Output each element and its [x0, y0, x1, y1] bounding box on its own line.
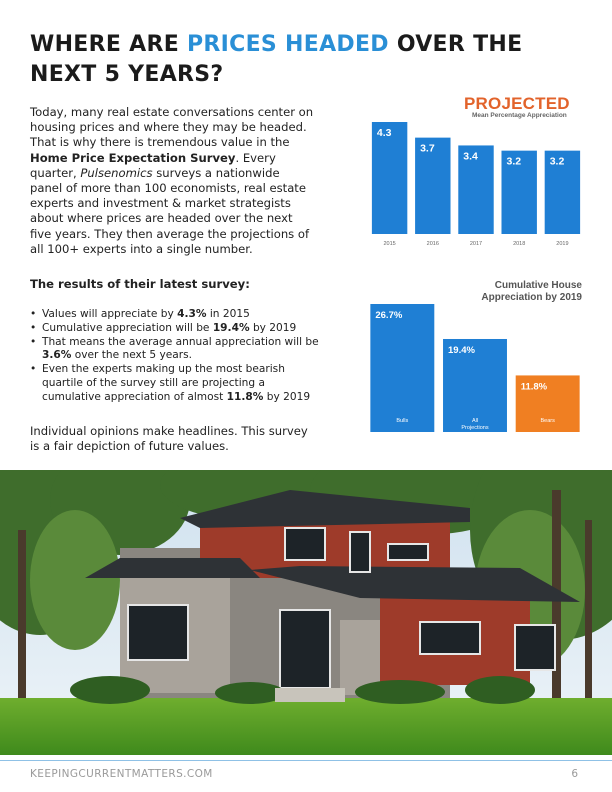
category-label: Bulls: [396, 418, 409, 424]
closing-paragraph: Individual opinions make headlines. This survey is a fair depiction of future values.: [30, 424, 308, 454]
bar-bulls: [370, 304, 434, 432]
title-highlight: PRICES HEADED: [187, 32, 389, 57]
bar-value-label: 3.2: [549, 155, 565, 168]
intro-text-2: . Every quarter,: [30, 150, 276, 180]
bar-value-label: 3.4: [463, 150, 478, 163]
list-item: • Values will appreciate by 4.3% in 2015: [30, 308, 320, 322]
page-title: [30, 30, 590, 90]
category-label: Bears: [540, 418, 555, 424]
title-part-2: OVER THE NEXT 5 YEARS?: [30, 32, 523, 87]
category-label: 2015: [383, 241, 396, 247]
footer-site: KEEPINGCURRENTMATTERS.COM: [30, 768, 213, 780]
cumulative-chart: [364, 280, 584, 432]
bar-value-label: 26.7%: [375, 310, 403, 321]
list-item: • Even the experts making up the most bearish quartile of the survey still are projecting a cumulative appreciation of almost 11.8% by 2019: [30, 363, 320, 404]
house-photo: [0, 470, 612, 755]
bar-value-label: 3.2: [506, 155, 522, 168]
list-item: • Cumulative appreciation will be 19.4% by 2019: [30, 322, 320, 336]
category-label: 2016: [426, 241, 439, 247]
results-heading: The results of their latest survey:: [30, 277, 250, 291]
category-label: 2018: [513, 241, 526, 247]
cumulative-chart-title: Cumulative House Appreciation by 2019: [481, 280, 582, 303]
category-label: All: [471, 418, 479, 424]
footer-divider: [0, 760, 612, 761]
bar-value-label: 19.4%: [448, 344, 475, 356]
intro-text-1: Today, many real estate conversations center on housing prices and where they may be headed. That is why there is tremendous value in the: [30, 105, 314, 150]
bar-value-label: 3.7: [420, 142, 435, 155]
projected-chart-title: PROJECTED: [464, 94, 570, 113]
category-label: 2017: [469, 241, 483, 247]
intro-text-3: surveys a nationwide panel of more than 100 economists, real estate experts and investment & market strategists about where prices are headed over the next five years. They then average the projections of all 100+ experts into a single number.: [30, 165, 310, 256]
projected-chart-subtitle: Mean Percentage Appreciation: [472, 112, 567, 119]
page-number: 6: [571, 768, 578, 780]
category-label: 2019: [556, 241, 569, 247]
pulsenomics-name: Pulsenomics: [80, 165, 153, 180]
intro-paragraph: [30, 105, 315, 257]
category-label: Projections: [461, 425, 489, 431]
list-item: • That means the average annual appreciation will be 3.6% over the next 5 years.: [30, 336, 320, 364]
results-list: [30, 308, 320, 405]
survey-name: Home Price Expectation Survey: [30, 150, 236, 165]
projected-chart: [366, 92, 584, 250]
bar-value-label: 11.8%: [520, 381, 548, 393]
title-part-1: WHERE ARE: [30, 32, 187, 57]
bar-value-label: 4.3: [376, 127, 392, 139]
